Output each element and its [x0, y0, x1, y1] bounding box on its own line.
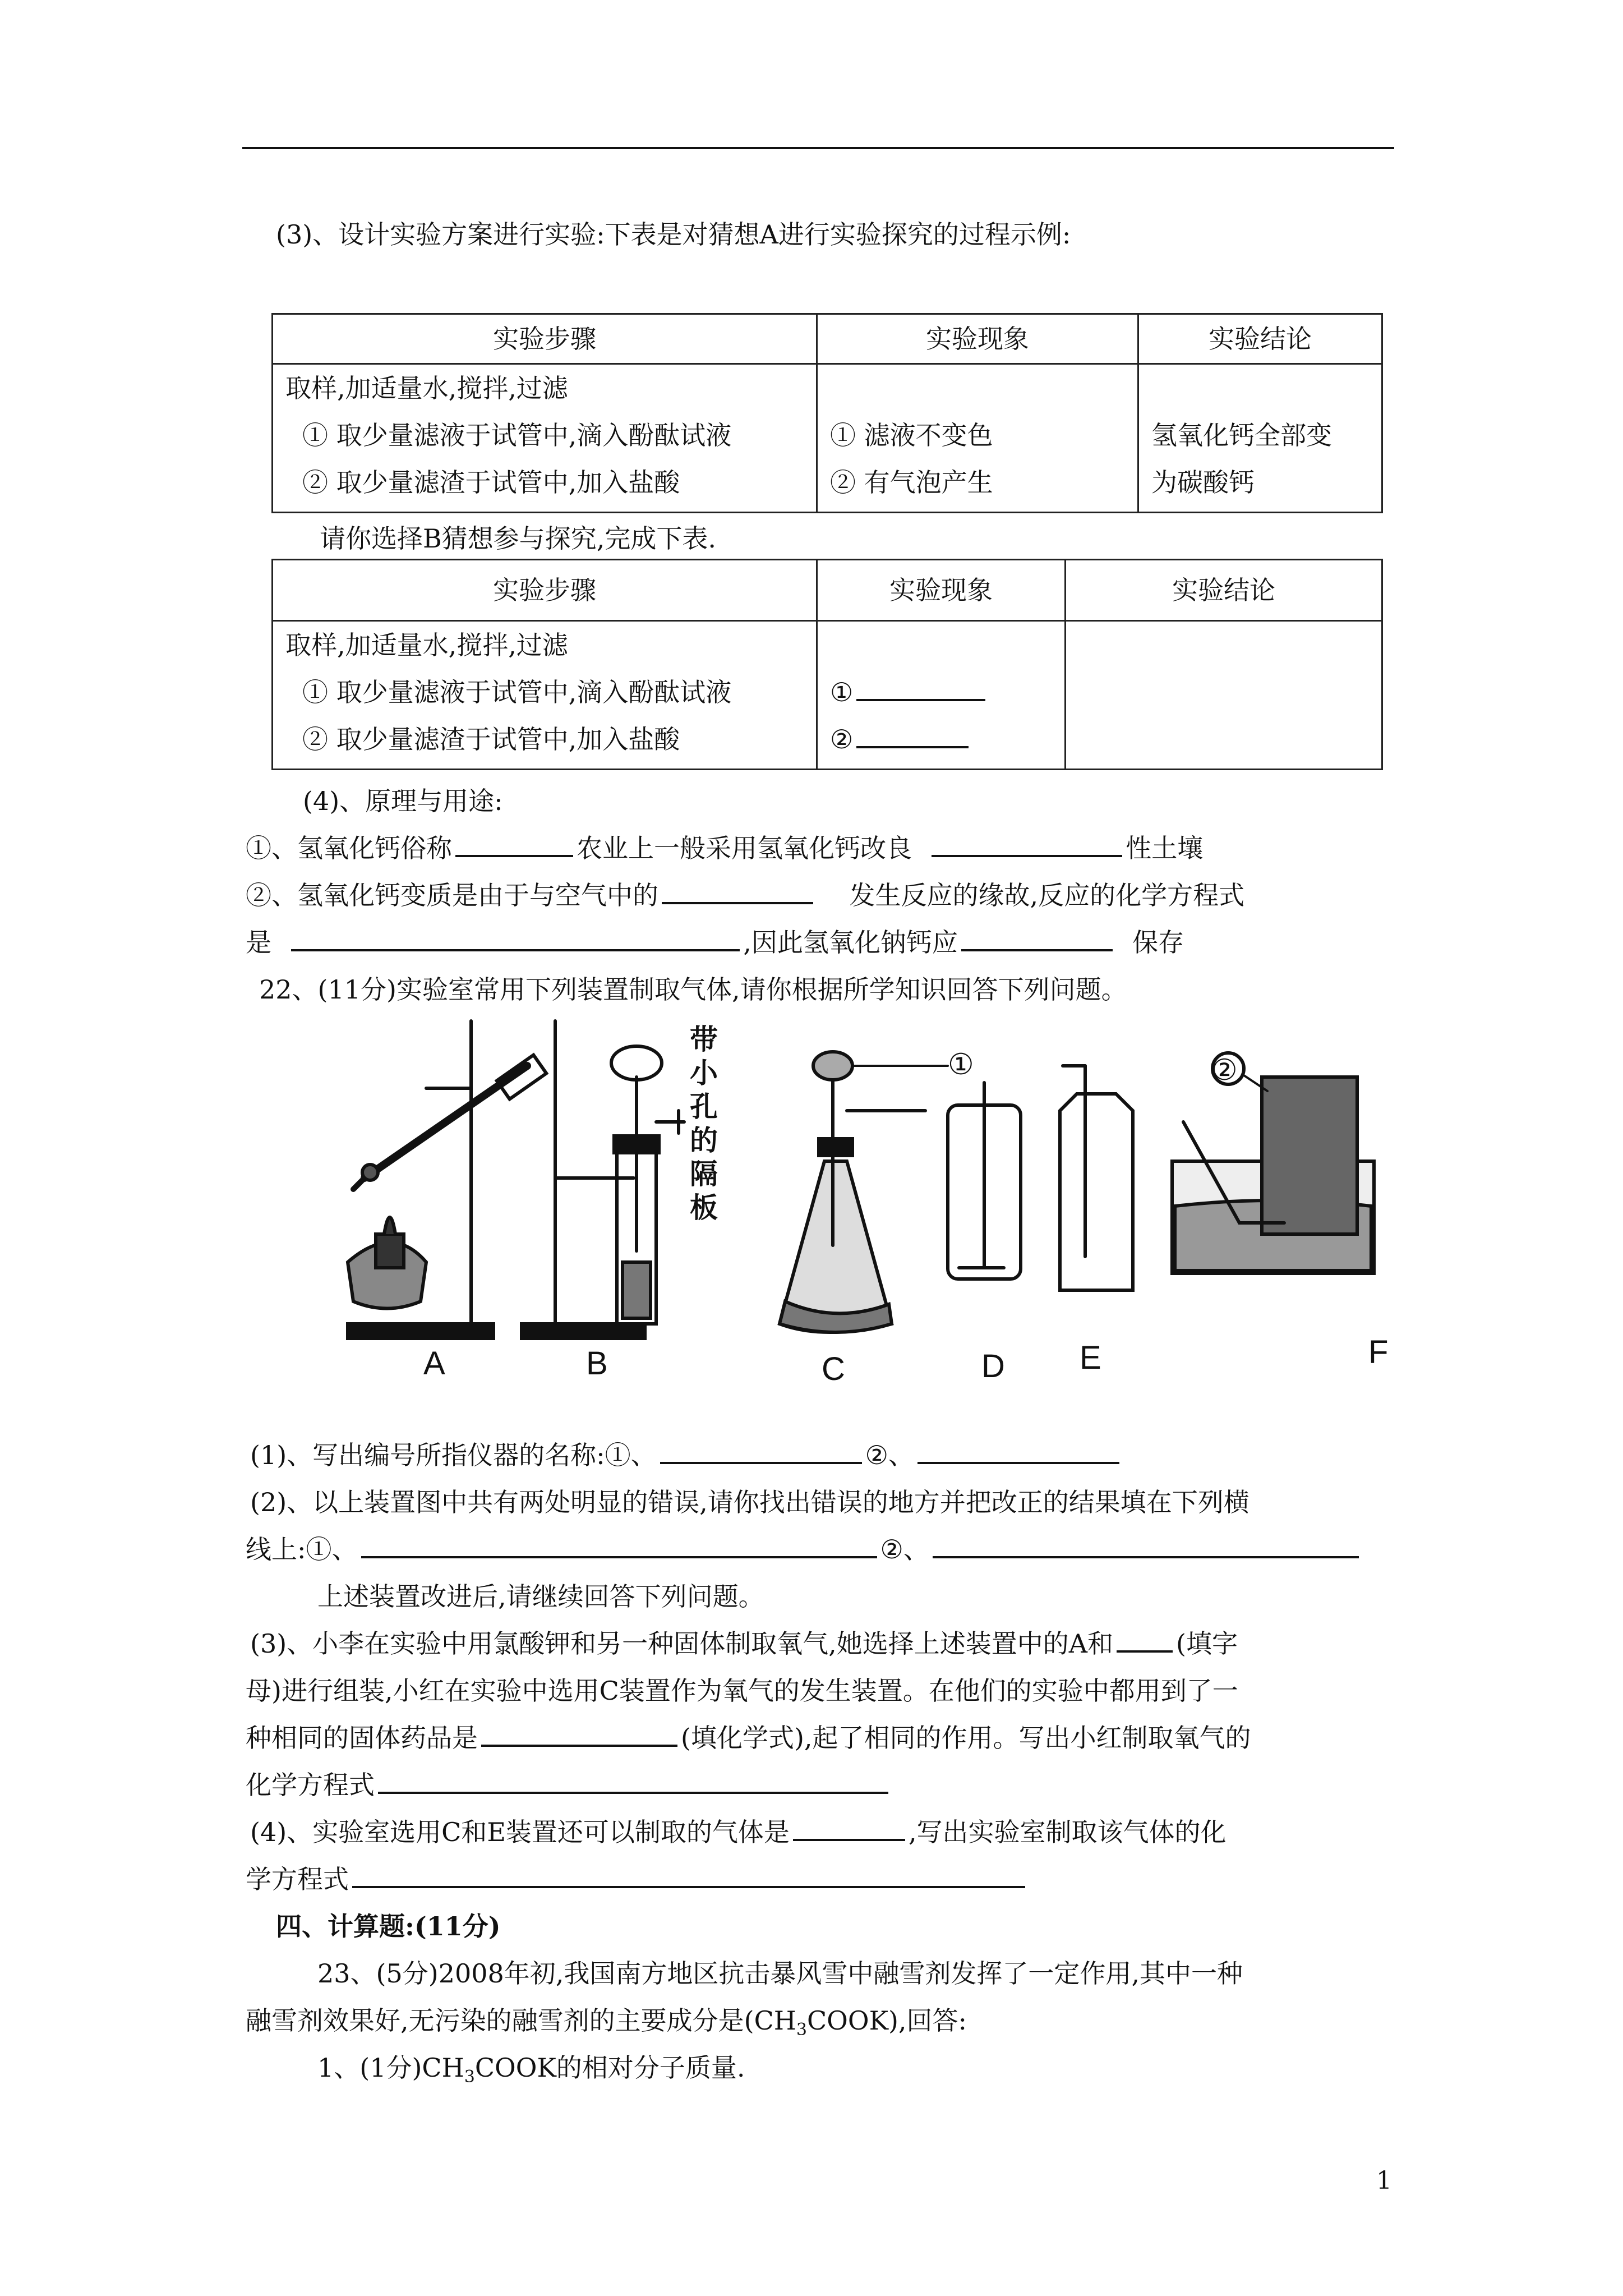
plate-char-5: 板	[690, 1191, 718, 1224]
apparatus-d-drawing	[948, 1083, 1021, 1279]
gas-equation-blank[interactable]	[352, 1860, 1025, 1888]
plate-char-4: 隔	[690, 1157, 718, 1190]
plate-char-0: 带	[690, 1023, 718, 1056]
table2-intro: 请你选择B猜想参与探究,完成下表.	[320, 523, 717, 554]
gas-name-blank[interactable]	[793, 1813, 905, 1841]
q22-part3-line3: 种相同的固体药品是 (填化学式),起了相同的作用。写出小红制取氧气的	[246, 1714, 1251, 1761]
table1-phenomenon-1: ① 滤液不变色	[830, 420, 993, 450]
storage-blank[interactable]	[961, 923, 1113, 951]
table2-conclusion-blank[interactable]	[1066, 621, 1382, 770]
apparatus-c-drawing	[780, 1052, 948, 1332]
q22-part2-line1: (2)、以上装置图中共有两处明显的错误,请你找出错误的地方并把改正的结果填在下列横	[250, 1487, 1249, 1517]
label-b: B	[586, 1345, 608, 1382]
q23-line2: 融雪剂效果好,无污染的融雪剂的主要成分是$(CH_3COOK)$,回答:	[246, 2005, 967, 2040]
oxygen-equation-blank[interactable]	[378, 1766, 888, 1794]
table2-step-0: 取样,加适量水,搅拌,过滤	[285, 630, 568, 660]
q23-part1: 1、(1分)$CH_3COOK$的相对分子质量.	[317, 2053, 745, 2087]
table1-header-phenomena: 实验现象	[817, 314, 1138, 364]
air-component-blank[interactable]	[662, 876, 813, 904]
table2-phenomenon-2-blank[interactable]: ②	[830, 716, 1052, 763]
equation-blank[interactable]	[291, 923, 740, 951]
table1-header-steps: 实验步骤	[273, 314, 817, 364]
table1-step-0: 取样,加适量水,搅拌,过滤	[285, 373, 568, 403]
apparatus-figure	[331, 1010, 1481, 1402]
table1-conclusion-line1: 氢氧化钙全部变	[1151, 420, 1332, 450]
table-guess-a	[271, 313, 1383, 513]
q23-line1: 23、(5分)2008年初,我国南方地区抗击暴风雪中融雪剂发挥了一定作用,其中一种	[317, 1958, 1243, 1989]
apparatus-a-drawing	[348, 1021, 546, 1338]
label-c: C	[822, 1351, 845, 1387]
q22-part4-line2: 学方程式	[246, 1856, 1029, 1903]
q22-part2-line2: 线上:①、 ②、	[246, 1526, 1362, 1573]
nickname-blank[interactable]	[455, 829, 573, 857]
plate-char-3: 的	[690, 1124, 718, 1157]
instrument1-blank[interactable]	[660, 1436, 862, 1464]
q22-part1: (1)、写出编号所指仪器的名称:①、 ②、	[250, 1432, 1123, 1479]
plate-char-2: 孔	[690, 1090, 718, 1123]
header-rule	[242, 147, 1394, 149]
part4-line1: ①、氢氧化钙俗称 农业上一般采用氢氧化钙改良 性土壤	[246, 825, 1203, 872]
label-a: A	[423, 1345, 445, 1382]
page-number: 1	[1376, 2166, 1392, 2195]
part4-line3: 是 ,因此氢氧化钠钙应 保存	[246, 919, 1184, 966]
table2-step-1: ① 取少量滤液于试管中,滴入酚酞试液	[302, 677, 732, 707]
q22-part3-line1: (3)、小李在实验中用氯酸钾和另一种固体制取氧气,她选择上述装置中的A和 (填字	[250, 1620, 1238, 1667]
part4-title: (4)、原理与用途:	[303, 786, 503, 816]
table2-header-conclusion: 实验结论	[1066, 560, 1382, 621]
label-f: F	[1368, 1334, 1389, 1370]
table-guess-b	[271, 559, 1383, 770]
label-d: D	[981, 1348, 1005, 1384]
table1-conclusion-line2: 为碳酸钙	[1151, 467, 1255, 498]
error1-blank[interactable]	[361, 1530, 877, 1558]
table1-header-conclusion: 实验结论	[1138, 314, 1382, 364]
q22-part3-line4: 化学方程式	[246, 1761, 892, 1809]
plate-char-1: 小	[690, 1056, 718, 1089]
table2-header-steps: 实验步骤	[273, 560, 817, 621]
label-e: E	[1080, 1340, 1101, 1376]
part3-intro: (3)、设计实验方案进行实验:下表是对猜想A进行实验探究的过程示例:	[276, 219, 1071, 250]
table2-phenomenon-1-blank[interactable]: ①	[830, 669, 1052, 716]
section4-title: 四、计算题:(11分)	[276, 1911, 501, 1941]
callout-2: ②	[1211, 1053, 1238, 1087]
table2-step-2: ② 取少量滤渣于试管中,加入盐酸	[302, 724, 680, 754]
table1-step-1: ① 取少量滤液于试管中,滴入酚酞试液	[302, 420, 732, 450]
q22-part4-line1: (4)、实验室选用C和E装置还可以制取的气体是 ,写出实验室制取该气体的化	[250, 1809, 1227, 1856]
table2-header-phenomena: 实验现象	[817, 560, 1066, 621]
apparatus-f-drawing	[1172, 1053, 1374, 1273]
table1-step-2: ② 取少量滤渣于试管中,加入盐酸	[302, 467, 680, 498]
error2-blank[interactable]	[933, 1530, 1359, 1558]
soil-type-blank[interactable]	[932, 829, 1122, 857]
apparatus-b-drawing	[522, 1021, 684, 1338]
table1-phenomenon-2: ② 有气泡产生	[830, 467, 993, 498]
q22-part2-line3: 上述装置改进后,请继续回答下列问题。	[317, 1581, 764, 1612]
apparatus-e-drawing	[1060, 1066, 1133, 1290]
part4-line2: ②、氢氧化钙变质是由于与空气中的 发生反应的缘故,反应的化学方程式	[246, 872, 1244, 919]
q22-part3-line2: 母)进行组装,小红在实验中选用C装置作为氧气的发生装置。在他们的实验中都用到了一	[246, 1676, 1238, 1706]
device-letter-blank[interactable]	[1117, 1625, 1173, 1653]
callout-1: ①	[948, 1048, 974, 1082]
catalyst-formula-blank[interactable]	[481, 1719, 677, 1747]
q22-title: 22、(11分)实验室常用下列装置制取气体,请你根据所学知识回答下列问题。	[259, 974, 1127, 1005]
instrument2-blank[interactable]	[917, 1436, 1119, 1464]
